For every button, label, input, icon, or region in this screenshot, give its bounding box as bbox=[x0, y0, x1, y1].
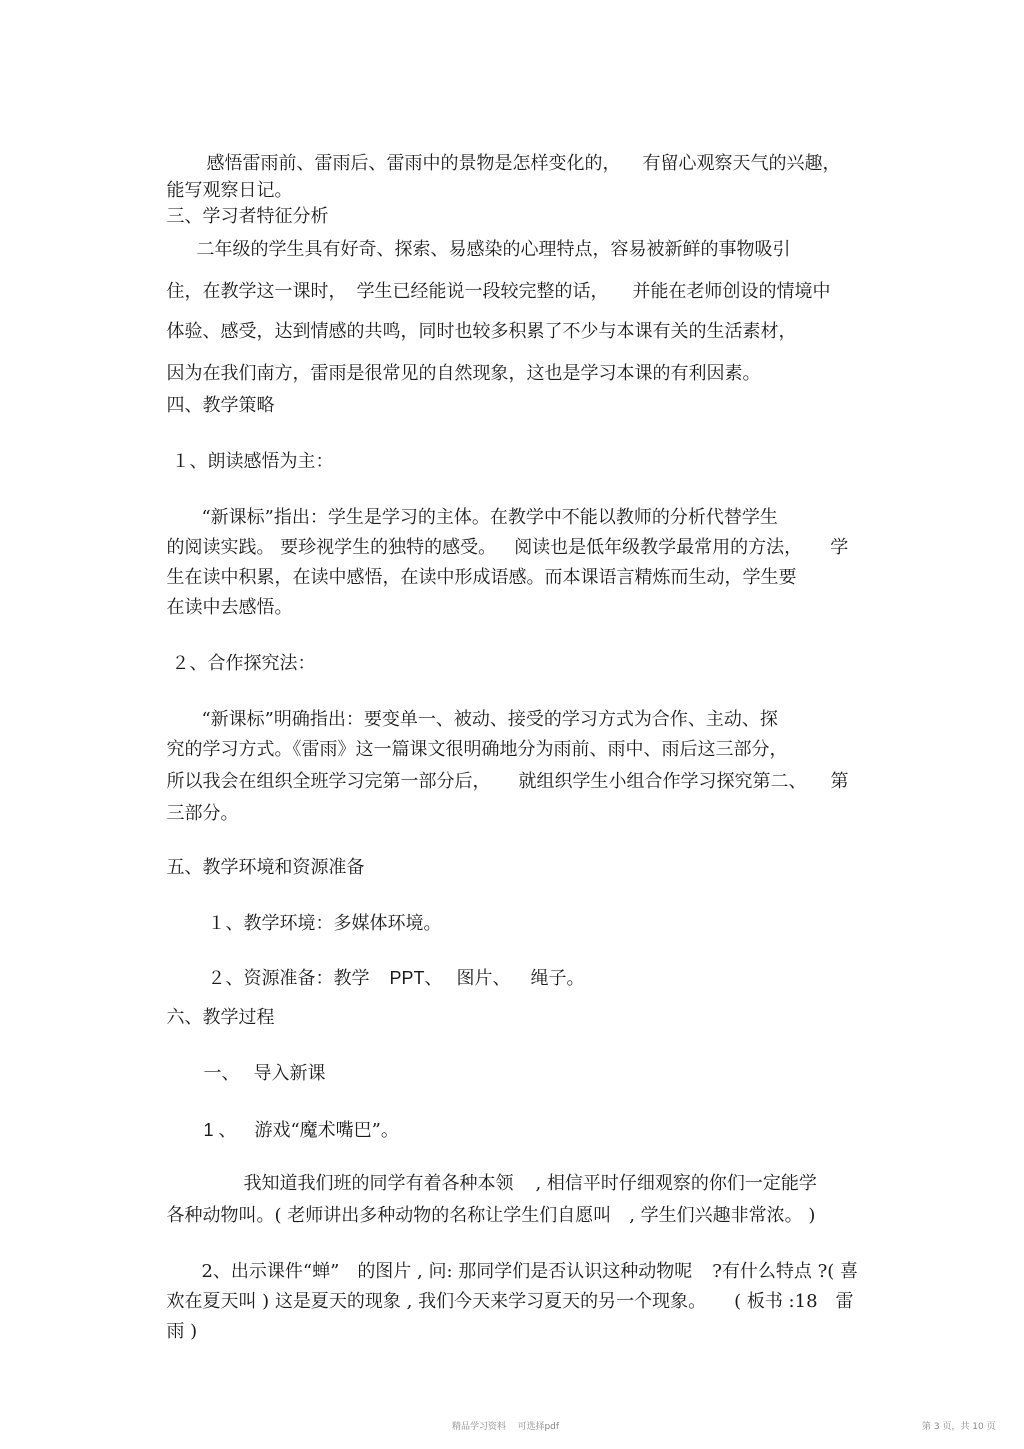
section-heading: 六、教学过程 bbox=[166, 1007, 275, 1028]
text-line: 感悟雷雨前、雷雨后、雷雨中的景物是怎样变化的， 有留心观察天气的兴趣， bbox=[206, 153, 841, 174]
text-line: 究的学习方式。《雷雨》这一篇课文很明确地分为雨前、雨中、雨后这三部分， bbox=[166, 739, 788, 760]
text-line: 生在读中积累，在读中感悟，在读中形成语感。而本课语言精炼而生动，学生要 bbox=[166, 567, 797, 588]
footer-left: 精品学习资料 可选择pdf bbox=[452, 1422, 560, 1432]
text-line: 在读中去感悟。 bbox=[166, 597, 293, 618]
text-line: 我知道我们班的同学有着各种本领 , 相信平时仔细观察的你们一定能学 bbox=[243, 1173, 817, 1194]
section-heading: 三、学习者特征分析 bbox=[166, 206, 329, 227]
text-line: 体验、感受，达到情感的共鸣，同时也较多积累了不少与本课有关的生活素材， bbox=[166, 321, 797, 342]
text-line: 三部分。 bbox=[166, 803, 239, 824]
subheading: 一、 导入新课 bbox=[203, 1063, 326, 1084]
section-heading: 五、教学环境和资源准备 bbox=[166, 857, 365, 878]
subheading: １、朗读感悟为主： bbox=[171, 451, 334, 472]
text-line: “新课标”指出：学生是学习的主体。在教学中不能以教师的分析代替学生 bbox=[201, 507, 778, 528]
text-line: 雨 ) bbox=[166, 1321, 198, 1342]
text-line: 1 、 游戏“魔术嘴巴”。 bbox=[203, 1120, 399, 1141]
section-heading: 四、教学策略 bbox=[166, 395, 275, 416]
subheading: ２、合作探究法： bbox=[171, 653, 316, 674]
text-line: 因为在我们南方，雷雨是很常见的自然现象，这也是学习本课的有利因素。 bbox=[166, 363, 761, 384]
text-line: １、教学环境：多媒体环境。 bbox=[207, 913, 442, 934]
text-line: 的阅读实践。 要珍视学生的独特的感受。 阅读也是低年级教学最常用的方法， 学 bbox=[166, 537, 849, 558]
text-line: 2、出示课件“蝉” 的图片 , 问: 那同学们是否认识这种动物呢 ?有什么特点 ?( 喜 bbox=[201, 1261, 859, 1282]
text-line: “新课标”明确指出：要变单一、被动、接受的学习方式为合作、主动、探 bbox=[201, 709, 778, 730]
text-line: 所以我会在组织全班学习完第一部分后， 就组织学生小组合作学习探究第二、 第 bbox=[166, 771, 849, 792]
text-line: ２、资源准备：教学 PPT、 图片、 绳子。 bbox=[207, 968, 585, 989]
text-line: 二年级的学生具有好奇、探索、易感染的心理特点，容易被新鲜的事物吸引 bbox=[196, 239, 791, 260]
text-line: 欢在夏天叫 ) 这是夏天的现象 , 我们今天来学习夏天的另一个现象。 ( 板书 :18 雷 bbox=[166, 1291, 854, 1312]
text-line: 住，在教学这一课时， 学生已经能说一段较完整的话， 并能在老师创设的情境中 bbox=[166, 281, 831, 302]
page-number: 第 3 页，共 10 页 bbox=[922, 1422, 996, 1432]
text-line: 各种动物叫。( 老师讲出多种动物的名称让学生们自愿叫 , 学生们兴趣非常浓。 ) bbox=[166, 1205, 816, 1226]
text-line: 能写观察日记。 bbox=[166, 180, 293, 201]
